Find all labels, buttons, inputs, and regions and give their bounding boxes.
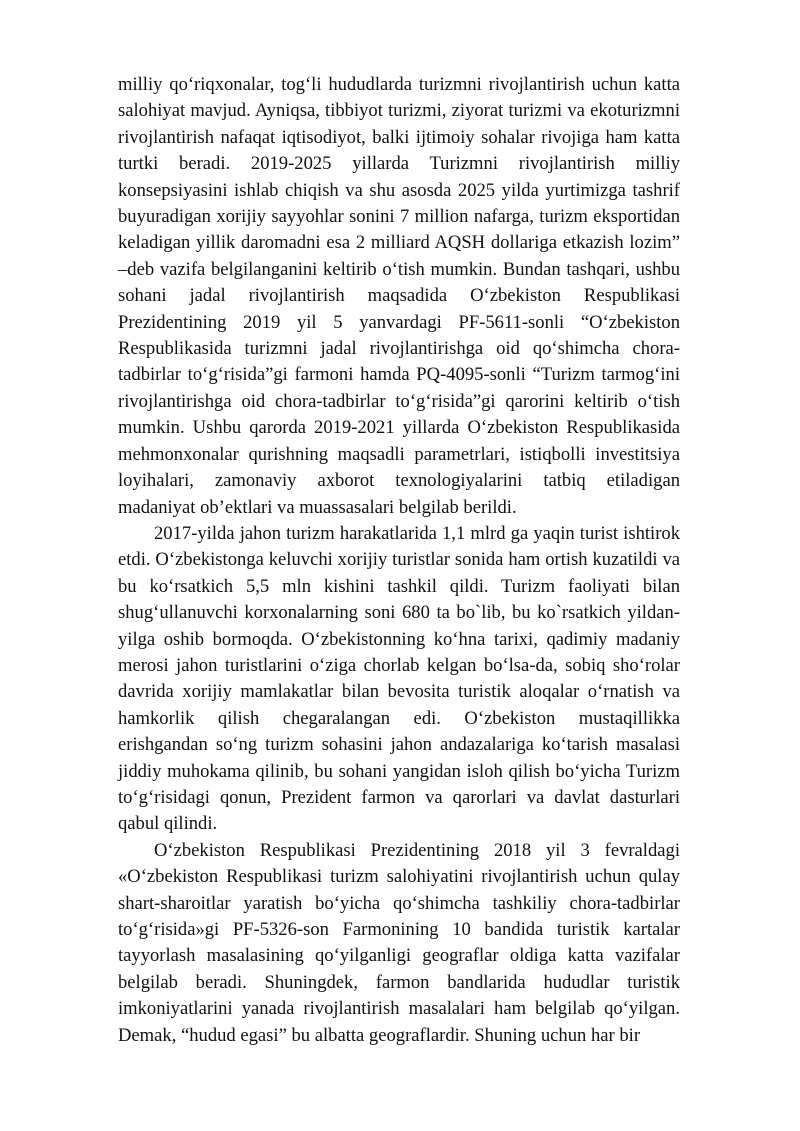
paragraph-tourism-2017: 2017-yilda jahon turizm harakatlarida 1,1 mlrd ga yaqin turist ishtirok etdi. O‘zbekistonga keluvchi xorijiy turistlar sonida ham ortish kuzatildi va bu ko‘rsatkich 5,5 mln kishini tashkil qildi. Turizm faoliyati bilan shug‘ullanuvchi korxonalarning soni 680 ta bo`lib, bu ko`rsatkich yildan-yilga oshib bormoqda. O‘zbekistonning ko‘hna tarixi, qadimiy madaniy merosi jahon turistlarini o‘ziga chorlab kelgan bo‘lsa-da, sobiq sho‘rolar davrida xorijiy mamlakatlar bilan bevosita turistik aloqalar o‘rnatish va hamkorlik qilish chegaralangan edi. O‘zbekiston mustaqillikka erishgandan so‘ng turizm sohasini jahon andazalariga ko‘tarish masalasi jiddiy muhokama qilinib, bu sohani yangidan isloh qilish bo‘yicha Turizm to‘g‘risidagi qonun, Prezident farmon va qarorlari va davlat dasturlari qabul qilindi. xyxy=(118,522,680,835)
paragraph-presidential-decree-2018: O‘zbekiston Respublikasi Prezidentining 2018 yil 3 fevraldagi «O‘zbekiston Respublikasi turizm salohiyatini rivojlantirish uchun qulay shart-sharoitlar yaratish bo‘yicha qo‘shimcha tashkiliy chora-tadbirlar to‘g‘risida»gi PF-5326-son Farmonining 10 bandida turistik kartalar tayyorlash masalasining qo‘yilganligi geograflar oldiga katta vazifalar belgilab beradi. Shuningdek, farmon bandlarida hududlar turistik imkoniyatlarini yanada rivojlantirish masalalari ham belgilab qo‘yilgan. Demak, “hudud egasi” bu albatta geograflardir. Shuning uchun har bir xyxy=(118,839,680,1046)
paragraph-continuation: milliy qo‘riqxonalar, tog‘li hududlarda turizmni rivojlantirish uchun katta salohiyat mavjud. Ayniqsa, tibbiyot turizmi, ziyorat turizmi va ekoturizmni rivojlantirish nafaqat iqtisodiyot, balki ijtimoiy sohalar rivojiga ham katta turtki beradi. 2019-2025 yillarda Turizmni rivojlantirish milliy konsepsiyasini ishlab chiqish va shu asosda 2025 yilda yurtimizga tashrif buyuradigan xorijiy sayyohlar sonini 7 million nafarga, turizm eksportidan keladigan yillik daromadni esa 2 milliard AQSH dollariga etkazish lozim” –deb vazifa belgilanganini keltirib o‘tish mumkin. Bundan tashqari, ushbu sohani jadal rivojlantirish maqsadida O‘zbekiston Respublikasi Prezidentining 2019 yil 5 yanvardagi PF-5611-sonli “O‘zbekiston Respublikasida turizmni jadal rivojlantirishga oid qo‘shimcha chora-tadbirlar to‘g‘risida”gi farmoni hamda PQ-4095-sonli “Turizm tarmog‘ini rivojlantirishga oid chora-tadbirlar to‘g‘risida”gi qarorini keltirib o‘tish mumkin. Ushbu qarorda 2019-2021 yillarda O‘zbekiston Respublikasida mehmonxonalar qurishning maqsadli parametrlari, istiqbolli investitsiya loyihalari, zamonaviy axborot texnologiyalarini tatbiq etiladigan madaniyat ob’ektlari va muassasalari belgilab berildi. xyxy=(118,74,680,518)
document-page xyxy=(118,72,680,1049)
